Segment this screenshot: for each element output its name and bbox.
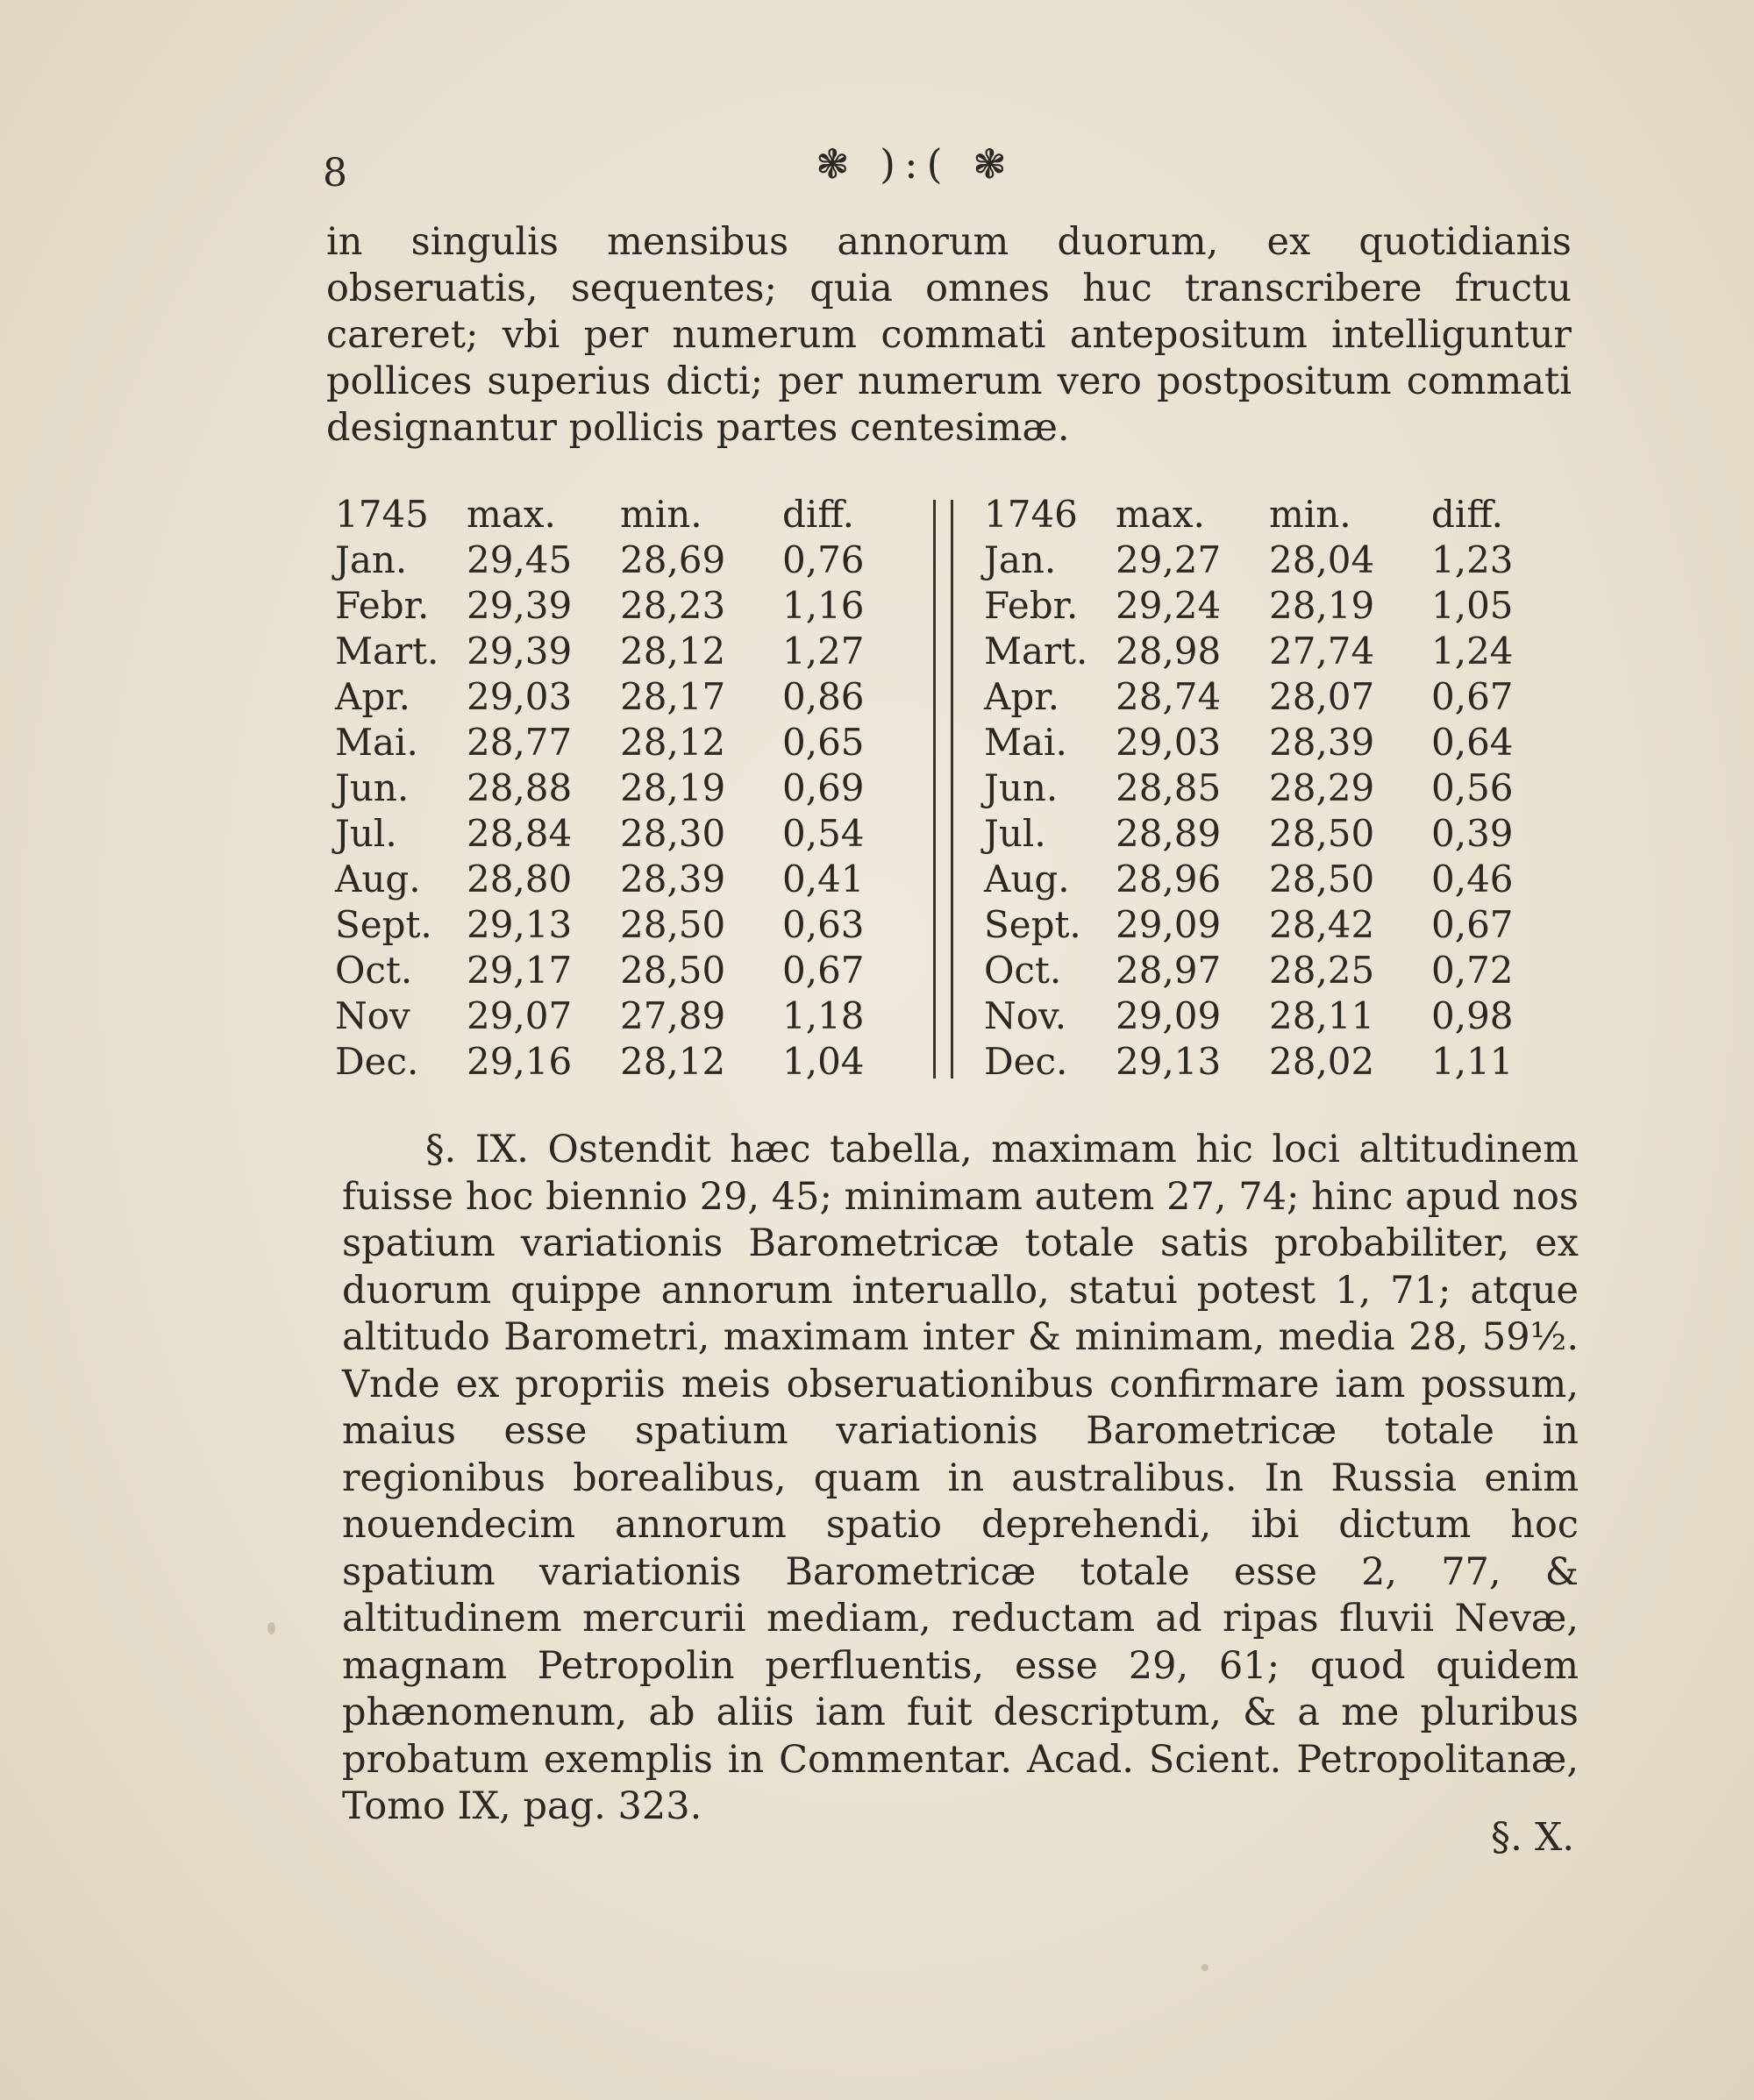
max-value: 29,17: [467, 948, 573, 992]
page-number: 8: [323, 151, 347, 196]
max-value: 29,13: [467, 902, 573, 946]
col-min-label: min.: [1269, 492, 1351, 536]
month-label: Dec.: [335, 1039, 419, 1083]
year-label: 1746: [984, 492, 1078, 536]
table-row: [984, 901, 1580, 947]
catchword: §. X.: [1491, 1815, 1575, 1860]
diff-value: 0,69: [782, 765, 865, 809]
year-label: 1745: [335, 492, 429, 536]
diff-value: 0,72: [1431, 948, 1514, 992]
min-value: 28,25: [1269, 948, 1375, 992]
min-value: 28,50: [620, 948, 726, 992]
max-value: 28,98: [1116, 629, 1222, 673]
month-label: Sept.: [335, 902, 432, 946]
month-label: Jun.: [335, 765, 410, 809]
month-label: Aug.: [984, 857, 1070, 901]
min-value: 28,39: [1269, 720, 1375, 764]
table-body: [335, 537, 931, 1084]
month-label: Jul.: [335, 811, 397, 855]
min-value: 28,50: [1269, 811, 1375, 855]
table-row: [984, 993, 1580, 1038]
col-max-label: max.: [467, 492, 556, 536]
table-row: [984, 947, 1580, 993]
diff-value: 1,05: [1431, 583, 1514, 627]
min-value: 28,42: [1269, 902, 1375, 946]
ink-spot: [267, 1622, 275, 1634]
header-ornament: ❃ ):( ❃: [816, 140, 1016, 188]
diff-value: 1,11: [1431, 1039, 1514, 1083]
month-label: Nov: [335, 993, 410, 1037]
table-row: [335, 993, 931, 1038]
table-row: [335, 856, 931, 901]
table-row: [984, 582, 1580, 628]
month-label: Oct.: [335, 948, 413, 992]
intro-paragraph: in singulis mensibus annorum duorum, ex quotidianis obseruatis, sequentes; quia omnes huc transcribere fructu careret; vbi per numerum commati antepositum intelliguntur pollices superius dicti; per numerum vero postpositum commati designantur pollicis partes centesimæ.: [326, 220, 1572, 450]
max-value: 29,07: [467, 993, 573, 1037]
max-value: 29,24: [1116, 583, 1222, 627]
diff-value: 0,64: [1431, 720, 1514, 764]
month-label: Sept.: [984, 902, 1081, 946]
min-value: 28,02: [1269, 1039, 1375, 1083]
diff-value: 1,24: [1431, 629, 1514, 673]
min-value: 28,50: [620, 902, 726, 946]
min-value: 28,12: [620, 1039, 726, 1083]
table-row: [335, 719, 931, 765]
max-value: 28,85: [1116, 765, 1222, 809]
month-label: Apr.: [335, 674, 411, 718]
diff-value: 0,41: [782, 857, 865, 901]
diff-value: 0,39: [1431, 811, 1514, 855]
table-row: [335, 628, 931, 673]
max-value: 29,03: [467, 674, 573, 718]
min-value: 27,89: [620, 993, 726, 1037]
barometer-table-1745: [335, 491, 931, 1084]
max-value: 29,27: [1116, 537, 1222, 581]
month-label: Mart.: [335, 629, 439, 673]
month-label: Dec.: [984, 1039, 1068, 1083]
table-row: [335, 673, 931, 719]
min-value: 28,23: [620, 583, 726, 627]
max-value: 29,39: [467, 583, 573, 627]
table-row: [335, 765, 931, 810]
table-divider: [951, 500, 953, 1078]
table-divider: [933, 500, 936, 1078]
month-label: Mai.: [984, 720, 1067, 764]
section-ix-paragraph: [342, 1127, 1579, 1831]
month-label: Jan.: [984, 537, 1057, 581]
diff-value: 0,86: [782, 674, 865, 718]
min-value: 28,11: [1269, 993, 1375, 1037]
diff-value: 1,16: [782, 583, 865, 627]
min-value: 28,04: [1269, 537, 1375, 581]
month-label: Febr.: [335, 583, 430, 627]
diff-value: 1,04: [782, 1039, 865, 1083]
max-value: 28,74: [1116, 674, 1222, 718]
diff-value: 0,54: [782, 811, 865, 855]
min-value: 28,29: [1269, 765, 1375, 809]
max-value: 29,09: [1116, 902, 1222, 946]
col-diff-label: diff.: [782, 492, 855, 536]
max-value: 28,80: [467, 857, 573, 901]
table-row: [984, 1038, 1580, 1084]
diff-value: 0,76: [782, 537, 865, 581]
max-value: 29,39: [467, 629, 573, 673]
table-header: [984, 491, 1580, 537]
max-value: 28,77: [467, 720, 573, 764]
max-value: 29,16: [467, 1039, 573, 1083]
month-label: Jun.: [984, 765, 1059, 809]
min-value: 28,19: [620, 765, 726, 809]
diff-value: 0,65: [782, 720, 865, 764]
table-row: [984, 719, 1580, 765]
table-row: [984, 765, 1580, 810]
table-row: [335, 582, 931, 628]
month-label: Febr.: [984, 583, 1079, 627]
min-value: 28,69: [620, 537, 726, 581]
diff-value: 1,18: [782, 993, 865, 1037]
diff-value: 0,67: [1431, 674, 1514, 718]
diff-value: 0,56: [1431, 765, 1514, 809]
month-label: Nov.: [984, 993, 1067, 1037]
min-value: 28,12: [620, 720, 726, 764]
max-value: 28,89: [1116, 811, 1222, 855]
diff-value: 1,27: [782, 629, 865, 673]
min-value: 27,74: [1269, 629, 1375, 673]
max-value: 28,84: [467, 811, 573, 855]
section-ix-text: §. IX. Ostendit hæc tabella, maximam hic loci altitudinem fuisse hoc biennio 29, 45; minimam autem 27, 74; hinc apud nos spatium variationis Barometricæ totale satis probabiliter, ex duorum quippe annorum interuallo, statui potest 1, 71; atque altitudo Barometri, maximam inter & minimam, media 28, 59½. Vnde ex propriis meis obseruationibus confirmare iam possum, maius esse spatium variationis Barometricæ totale in regionibus borealibus, quam in australibus. In Russia enim nouendecim annorum spatio deprehendi, ibi dictum hoc spatium variationis Barometricæ totale esse 2, 77, & altitudinem mercurii mediam, reductam ad ripas fluvii Nevæ, magnam Petropolin perfluentis, esse 29, 61; quod quidem phænomenum, ab aliis iam fuit descriptum, & a me pluribus probatum exemplis in Commentar. Acad. Scient. Petropolitanæ, Tomo IX, pag. 323.: [342, 1128, 1579, 1828]
diff-value: 1,23: [1431, 537, 1514, 581]
table-header: [335, 491, 931, 537]
diff-value: 0,63: [782, 902, 865, 946]
col-diff-label: diff.: [1431, 492, 1504, 536]
diff-value: 0,98: [1431, 993, 1514, 1037]
diff-value: 0,67: [1431, 902, 1514, 946]
max-value: 29,09: [1116, 993, 1222, 1037]
table-row: [984, 537, 1580, 582]
table-row: [335, 947, 931, 993]
month-label: Jul.: [984, 811, 1046, 855]
table-row: [984, 673, 1580, 719]
month-label: Jan.: [335, 537, 408, 581]
month-label: Mart.: [984, 629, 1088, 673]
max-value: 28,97: [1116, 948, 1222, 992]
table-row: [984, 810, 1580, 856]
table-row: [984, 856, 1580, 901]
col-max-label: max.: [1116, 492, 1205, 536]
barometer-table-1746: [984, 491, 1580, 1084]
month-label: Mai.: [335, 720, 418, 764]
min-value: 28,39: [620, 857, 726, 901]
min-value: 28,30: [620, 811, 726, 855]
max-value: 29,03: [1116, 720, 1222, 764]
max-value: 29,45: [467, 537, 573, 581]
table-row: [984, 628, 1580, 673]
col-min-label: min.: [620, 492, 702, 536]
table-row: [335, 537, 931, 582]
min-value: 28,07: [1269, 674, 1375, 718]
max-value: 28,88: [467, 765, 573, 809]
min-value: 28,50: [1269, 857, 1375, 901]
max-value: 28,96: [1116, 857, 1222, 901]
table-row: [335, 1038, 931, 1084]
min-value: 28,12: [620, 629, 726, 673]
diff-value: 0,67: [782, 948, 865, 992]
month-label: Apr.: [984, 674, 1060, 718]
month-label: Oct.: [984, 948, 1062, 992]
ink-spot: [1201, 1964, 1209, 1971]
min-value: 28,19: [1269, 583, 1375, 627]
min-value: 28,17: [620, 674, 726, 718]
diff-value: 0,46: [1431, 857, 1514, 901]
table-row: [335, 901, 931, 947]
table-body: [984, 537, 1580, 1084]
table-row: [335, 810, 931, 856]
month-label: Aug.: [335, 857, 421, 901]
max-value: 29,13: [1116, 1039, 1222, 1083]
